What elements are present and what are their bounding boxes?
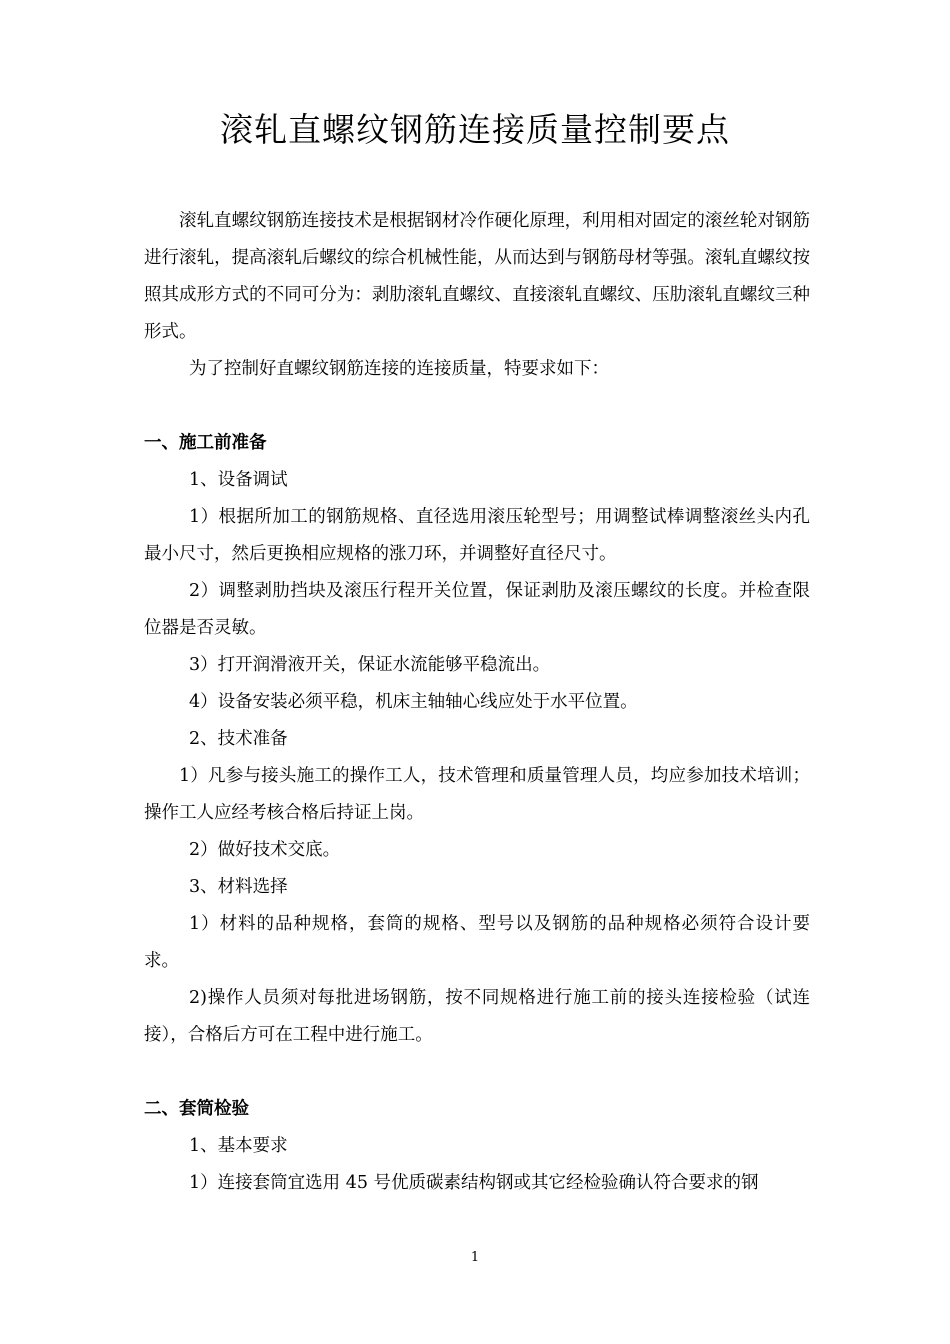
section-heading-preparation: 一、施工前准备	[144, 433, 267, 453]
paragraph-item: 1）材料的品种规格，套筒的规格、型号以及钢筋的品种规格必须符合设计要求。	[144, 914, 810, 971]
paragraph-item: 3）打开润滑液开关，保证水流能够平稳流出。	[189, 655, 551, 675]
paragraph-item: 1）根据所加工的钢筋规格、直径选用滚压轮型号；用调整试棒调整滚丝头内孔最小尺寸，然后更换相应规格的涨刀环，并调整好直径尺寸。	[144, 507, 810, 564]
paragraph-item: 2）做好技术交底。	[189, 840, 341, 860]
paragraph-item: 1）连接套筒宜选用 45 号优质碳素结构钢或其它经检验确认符合要求的钢	[189, 1173, 759, 1193]
intro-requirement: 为了控制好直螺纹钢筋连接的连接质量，特要求如下：	[189, 359, 609, 379]
intro-paragraph: 滚轧直螺纹钢筋连接技术是根据钢材冷作硬化原理，利用相对固定的滚丝轮对钢筋进行滚轧，提高滚轧后螺纹的综合机械性能，从而达到与钢筋母材等强。滚轧直螺纹按照其成形方式的不同可分为：剥肋滚轧直螺纹、直接滚轧直螺纹、压肋滚轧直螺纹三种形式。	[144, 211, 810, 342]
subsection-basic-requirements: 1、基本要求	[189, 1136, 288, 1156]
page-number: 1	[470, 1250, 480, 1265]
paragraph-item: 2）调整剥肋挡块及滚压行程开关位置，保证剥肋及滚压螺纹的长度。并检查限位器是否灵敏。	[144, 581, 810, 638]
subsection-material-selection: 3、材料选择	[189, 877, 288, 897]
document-title: 滚轧直螺纹钢筋连接质量控制要点	[220, 110, 730, 149]
subsection-equipment-debug: 1、设备调试	[189, 470, 288, 490]
paragraph-item: 4）设备安装必须平稳，机床主轴轴心线应处于水平位置。	[189, 692, 638, 712]
section-heading-sleeve-inspection: 二、套筒检验	[144, 1099, 249, 1119]
subsection-technical-prep: 2、技术准备	[189, 729, 288, 749]
paragraph-item: 2)操作人员须对每批进场钢筋，按不同规格进行施工前的接头连接检验（试连接），合格后方可在工程中进行施工。	[144, 988, 810, 1045]
paragraph-item: 1）凡参与接头施工的操作工人，技术管理和质量管理人员，均应参加技术培训；操作工人应经考核合格后持证上岗。	[144, 766, 810, 823]
